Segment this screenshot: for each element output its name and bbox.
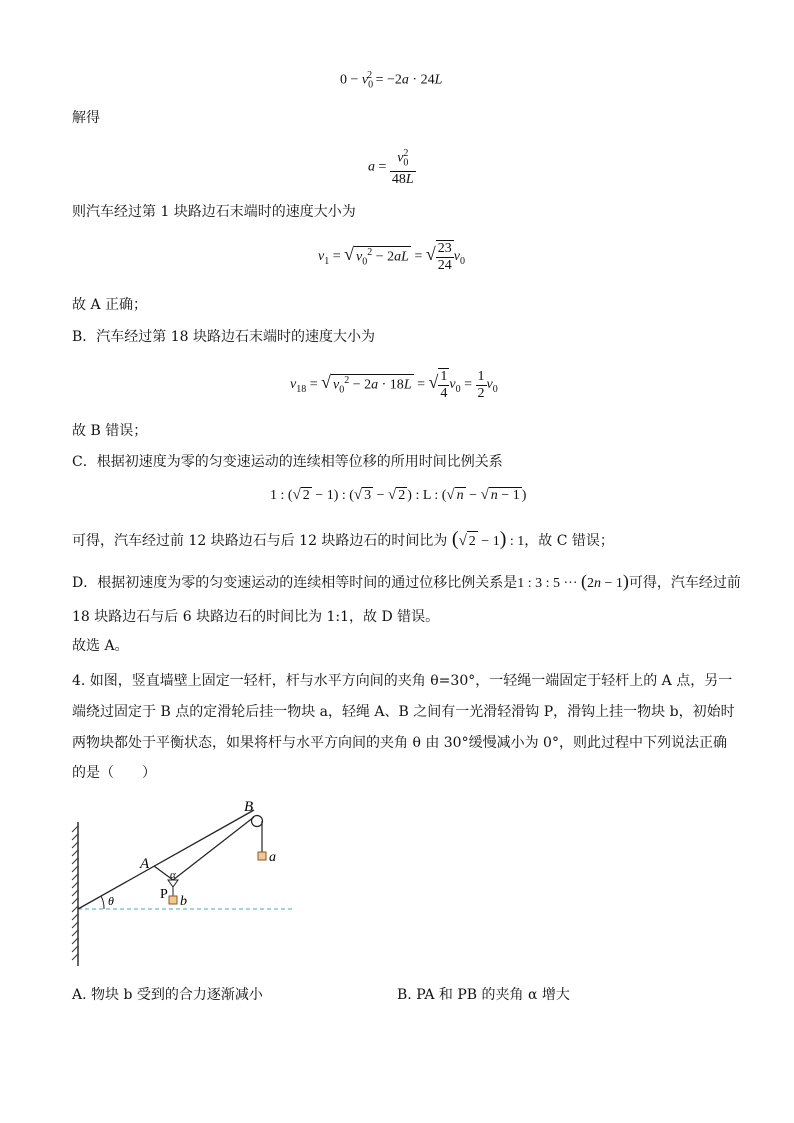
- label-theta: θ: [108, 894, 114, 908]
- label-a-block: a: [269, 850, 276, 865]
- question-line-3: 两物块都处于平衡状态，如果将杆与水平方向间的夹角 θ 由 30°缓慢减小为 0°，则此过程中下列说法正确: [72, 735, 727, 751]
- text-a-correct: 故 A 正确；: [72, 297, 148, 313]
- hook-p: [168, 880, 178, 887]
- equation-deceleration: $0 - v_0^2 = -2a \cdot 24L$: [340, 70, 443, 91]
- text-d-line2: 18 块路边石与后 6 块路边石的时间比为 1:1，故 D 错误。: [72, 609, 440, 625]
- physics-figure: [64, 798, 304, 968]
- question-line-4: 的是（ ）: [72, 765, 156, 781]
- choice-a[interactable]: A. 物块 b 受到的合力逐渐减小: [72, 987, 263, 1003]
- question-line-1: 4. 如图，竖直墙壁上固定一轻杆，杆与水平方向间的夹角 θ=30°，一轻绳一端固定于轻杆上的 A 点，另一: [72, 673, 733, 689]
- theta-arc: [101, 896, 104, 909]
- question-line-2: 端绕过固定于 B 点的定滑轮后挂一物块 a，轻绳 A、B 之间有一光滑轻滑钩 P，滑钩上挂一物块 b，初始时: [72, 704, 735, 720]
- text-d-intro: [72, 571, 741, 594]
- equation-v1: $v_1$ = √ $v_0^2 - 2aL$ = √ $\frac{23}{24}$ $v_0$: [318, 241, 465, 273]
- choice-b[interactable]: B. PA 和 PB 的夹角 α 增大: [397, 987, 570, 1003]
- text-c-result-pre: 可得，汽车经过前 12 块路边石与后 12 块路边石的时间比为: [72, 533, 448, 549]
- equation-v18: $v_{18}$ = √ $v_0^2 - 2a \cdot 18L$ = √ $\frac{1}{4}$ $v_0$ = $\frac{1}{2}$ $v_0$: [290, 368, 498, 401]
- text-c-result-post: ，故 C 错误；: [524, 533, 614, 549]
- c-ratio-formula: (√ 2 − 1) : 1: [451, 528, 525, 550]
- text-answer: 故选 A。: [72, 638, 129, 654]
- d-ratio-formula: 1 : 3 : 5 ··· (2n − 1): [517, 571, 629, 591]
- wall-hatching: [72, 826, 78, 960]
- text-d-intro-pre: D．根据初速度为零的匀变速运动的连续相等时间的通过位移比例关系是: [72, 575, 518, 591]
- text-jiede: 解得: [72, 110, 100, 126]
- label-alpha: α: [170, 869, 176, 881]
- equation-time-ratio: 1 : (√ 2 − 1) : (√ 3 − √ 2 ) : L : (√ n − √ n − 1 ): [270, 487, 527, 503]
- label-a-point: A: [140, 856, 150, 872]
- label-b-point: B: [244, 799, 254, 815]
- text-v1-intro: 则汽车经过第 1 块路边石末端时的速度大小为: [72, 204, 356, 220]
- label-p-hook: P: [160, 887, 168, 902]
- block-a: [258, 852, 266, 860]
- text-c-result: [72, 529, 614, 552]
- text-d-intro-post: 可得，汽车经过前: [628, 575, 741, 591]
- text-b-wrong: 故 B 错误；: [72, 423, 148, 439]
- equation-acceleration: a = $\frac{v_0^2}{48L}$: [368, 148, 414, 188]
- text-b-intro: B．汽车经过第 18 块路边石末端时的速度大小为: [72, 329, 376, 345]
- block-b: [169, 896, 177, 904]
- text-c-intro: C．根据初速度为零的匀变速运动的连续相等位移的所用时间比例关系: [72, 454, 503, 470]
- label-b-block: b: [180, 894, 187, 909]
